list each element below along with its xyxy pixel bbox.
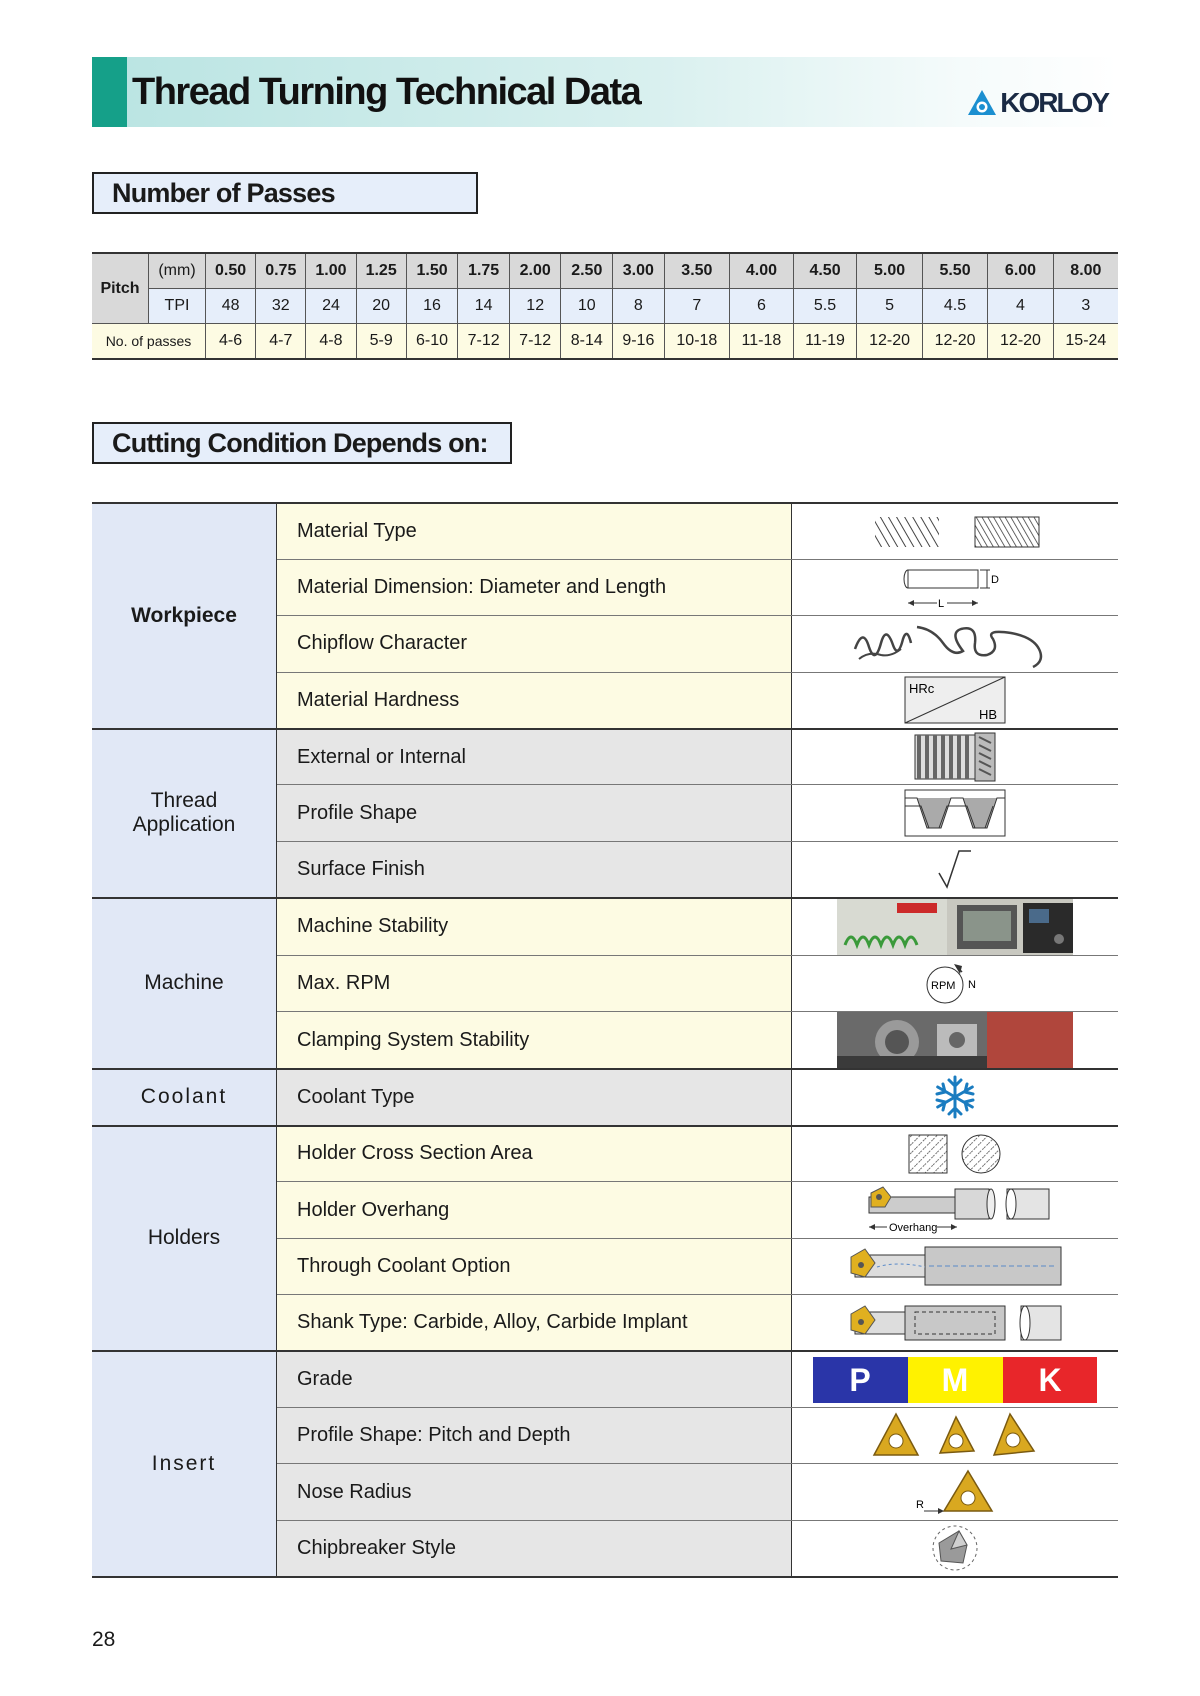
nose-radius-icon: [792, 1464, 1119, 1520]
item-nose-radius: Nose Radius: [277, 1464, 792, 1520]
passes-table: [92, 252, 1118, 360]
tpi-cell: 12: [509, 289, 561, 324]
passes-cell: 12-20: [922, 324, 987, 360]
hardness-hb-label: HB: [979, 707, 998, 723]
item-machine-stability: Machine Stability: [277, 898, 792, 956]
category-machine: Machine: [92, 898, 277, 1069]
korloy-logo: [966, 87, 1108, 119]
through-coolant-icon: [792, 1238, 1119, 1294]
mm-cell: 6.00: [988, 253, 1053, 289]
passes-cell: 10-18: [664, 324, 729, 360]
item-chipbreaker: Chipbreaker Style: [277, 1520, 792, 1576]
insert-profiles-icon: [792, 1407, 1119, 1463]
item-material-type: Material Type: [277, 503, 792, 559]
passes-cell: 11-18: [730, 324, 794, 360]
dimension-icon: [792, 559, 1119, 615]
tpi-label: TPI: [149, 289, 206, 324]
category-line1: Thread: [150, 789, 218, 813]
passes-cell: 6-10: [406, 324, 458, 360]
page-header: [92, 57, 1118, 127]
tpi-cell: 5.5: [793, 289, 857, 324]
passes-cell: 11-19: [793, 324, 857, 360]
mm-cell: 0.75: [256, 253, 306, 289]
rpm-icon: [792, 955, 1119, 1011]
passes-cell: 9-16: [613, 324, 665, 360]
passes-cell: 4-7: [256, 324, 306, 360]
mm-cell: 5.50: [922, 253, 987, 289]
mm-cell: 0.50: [206, 253, 256, 289]
category-insert: Insert: [92, 1351, 277, 1577]
passes-cell: 4-8: [306, 324, 356, 360]
category-thread-application: [92, 729, 277, 898]
pitch-label: Pitch: [92, 253, 149, 324]
shank-type-icon: [792, 1295, 1119, 1351]
item-profile-shape: Profile Shape: [277, 785, 792, 841]
mm-cell: 8.00: [1053, 253, 1118, 289]
condition-row: [92, 729, 1118, 785]
mm-cell: 1.25: [356, 253, 406, 289]
mm-cell: 3.50: [664, 253, 729, 289]
category-holders: Holders: [92, 1126, 277, 1352]
passes-cell: 4-6: [206, 324, 256, 360]
grade-k-label: K: [1038, 1361, 1062, 1398]
mm-cell: 3.00: [613, 253, 665, 289]
condition-row: [92, 1069, 1118, 1125]
item-external-internal: External or Internal: [277, 729, 792, 785]
snowflake-icon: [792, 1069, 1119, 1125]
category-coolant: Coolant: [92, 1069, 277, 1125]
profile-shape-icon: [792, 785, 1119, 841]
tpi-cell: 3: [1053, 289, 1118, 324]
mm-label: (mm): [149, 253, 206, 289]
chipflow-icon: [792, 616, 1119, 672]
mm-cell: 1.50: [406, 253, 458, 289]
item-through-coolant: Through Coolant Option: [277, 1238, 792, 1294]
passes-cell: 8-14: [561, 324, 613, 360]
item-max-rpm: Max. RPM: [277, 955, 792, 1011]
item-holder-overhang: Holder Overhang: [277, 1182, 792, 1238]
condition-row: [92, 898, 1118, 956]
tpi-cell: 24: [306, 289, 356, 324]
mm-cell: 4.50: [793, 253, 857, 289]
section-title-cutting: Cutting Condition Depends on:: [92, 422, 512, 464]
item-chipflow: Chipflow Character: [277, 616, 792, 672]
nose-r-label: R: [916, 1499, 924, 1512]
mm-cell: 1.00: [306, 253, 356, 289]
tpi-cell: 32: [256, 289, 306, 324]
condition-row: [92, 1126, 1118, 1182]
rpm-n-label: N: [968, 979, 976, 992]
mm-cell: 1.75: [458, 253, 510, 289]
tpi-cell: 48: [206, 289, 256, 324]
cutting-condition-table: [92, 502, 1118, 1578]
section-title-passes: Number of Passes: [92, 172, 478, 214]
page-number: 28: [92, 1628, 116, 1651]
surface-finish-icon: [792, 841, 1119, 897]
mm-cell: 5.00: [857, 253, 922, 289]
header-accent-bar: [92, 57, 127, 127]
passes-cell: 15-24: [1053, 324, 1118, 360]
passes-cell: 7-12: [458, 324, 510, 360]
item-holder-cross-section: Holder Cross Section Area: [277, 1126, 792, 1182]
passes-cell: 5-9: [356, 324, 406, 360]
mm-cell: 2.50: [561, 253, 613, 289]
cross-section-icon: [792, 1126, 1119, 1182]
chipbreaker-icon: [792, 1520, 1119, 1576]
tpi-cell: 10: [561, 289, 613, 324]
tpi-cell: 5: [857, 289, 922, 324]
logo-text: KORLOY: [1000, 87, 1108, 118]
tpi-cell: 7: [664, 289, 729, 324]
tpi-cell: 20: [356, 289, 406, 324]
tpi-cell: 6: [730, 289, 794, 324]
condition-row: [92, 503, 1118, 559]
hardness-hrc-label: HRc: [909, 681, 935, 697]
item-clamping-stability: Clamping System Stability: [277, 1012, 792, 1070]
rpm-label: RPM: [931, 980, 956, 993]
grade-pmk-icon: [792, 1351, 1119, 1407]
machine-stability-photo: [792, 898, 1119, 956]
passes-cell: 7-12: [509, 324, 561, 360]
category-workpiece: Workpiece: [92, 503, 277, 729]
page-title: Thread Turning Technical Data: [132, 71, 641, 113]
external-internal-icon: [792, 729, 1119, 785]
hardness-icon: [792, 672, 1119, 728]
dimension-l-label: L: [938, 597, 945, 610]
korloy-logo-icon: [966, 88, 998, 118]
pitch-mm-row: [92, 253, 1118, 289]
tpi-cell: 4.5: [922, 289, 987, 324]
tpi-cell: 8: [613, 289, 665, 324]
item-surface-finish: Surface Finish: [277, 841, 792, 897]
mm-cell: 2.00: [509, 253, 561, 289]
mm-cell: 4.00: [730, 253, 794, 289]
passes-cell: 12-20: [988, 324, 1053, 360]
overhang-label: Overhang: [889, 1222, 938, 1235]
grade-p-label: P: [849, 1361, 871, 1398]
tpi-cell: 14: [458, 289, 510, 324]
tpi-cell: 16: [406, 289, 458, 324]
clamping-stability-photo: [792, 1012, 1119, 1070]
item-material-hardness: Material Hardness: [277, 672, 792, 728]
passes-cell: 12-20: [857, 324, 922, 360]
category-line2: Application: [132, 813, 236, 837]
item-shank-type: Shank Type: Carbide, Alloy, Carbide Implant: [277, 1295, 792, 1351]
item-coolant-type: Coolant Type: [277, 1069, 792, 1125]
condition-row: [92, 1351, 1118, 1407]
tpi-cell: 4: [988, 289, 1053, 324]
item-material-dimension: Material Dimension: Diameter and Length: [277, 559, 792, 615]
item-grade: Grade: [277, 1351, 792, 1407]
passes-row: [92, 324, 1118, 360]
dimension-d-label: D: [991, 573, 999, 586]
holder-overhang-icon: [792, 1182, 1119, 1238]
tpi-row: [92, 289, 1118, 324]
grade-m-label: M: [941, 1361, 969, 1398]
material-type-icon: [792, 503, 1119, 559]
item-profile-pitch-depth: Profile Shape: Pitch and Depth: [277, 1407, 792, 1463]
passes-label: No. of passes: [92, 324, 206, 360]
